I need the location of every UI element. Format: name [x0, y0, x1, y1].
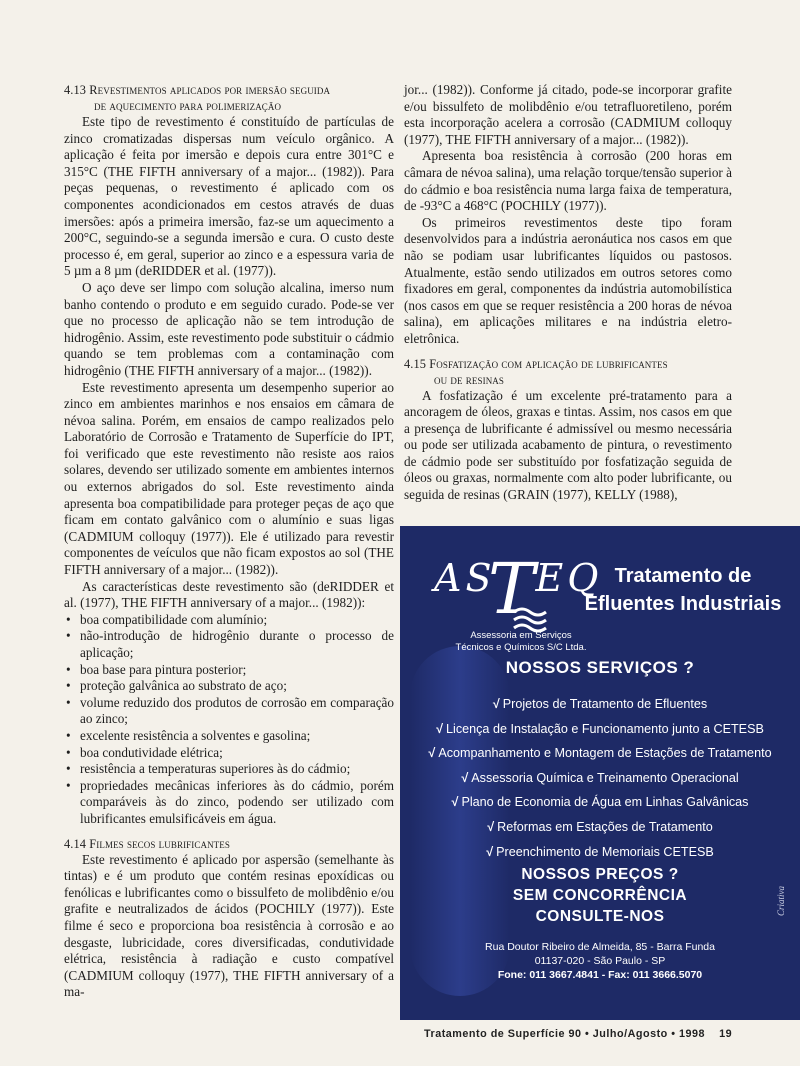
check-icon: √ — [486, 844, 494, 859]
list-item: • boa condutividade elétrica; — [64, 745, 394, 762]
list-item: • boa compatibilidade com alumínio; — [64, 612, 394, 629]
list-item: • excelente resistência a solventes e gasolina; — [64, 728, 394, 745]
section-4-14-title: 4.14 Filmes secos lubrificantes — [64, 836, 230, 851]
list-item: • não-introdução de hidrogênio durante o processo de aplicação; — [64, 628, 394, 661]
paragraph: As características deste revestimento são (deRIDDER et al. (1977), THE FIFTH anniversary of a major... (1982)): — [64, 578, 394, 611]
logo-subtitle: Assessoria em Serviços Técnicos e Químicos S/C Ltda. — [455, 630, 587, 653]
services-title: NOSSOS SERVIÇOS ? — [505, 658, 695, 677]
prices-block: NOSSOS PREÇOS ? SEM CONCORRÊNCIA CONSULTE-NOS — [512, 866, 688, 925]
paragraph: Este revestimento apresenta um desempenho superior ao zinco em ambientes marinhos e nos ensaios em câmara de névoa salina. Porém, em ensaios de campo realizados pelo Laboratório de Corrosão e Tratamento de Superfície do IPT, foi verificado que este revestimento não resiste aos raios solares, devendo ser utilizado somente em ambientes internos ou externos abrigados do sol. Este revestimento ainda apresenta boa compatibilidade para proteger peças de aço que ficam em contato galvânico com o alumínio e suas ligas (CADMIUM colloquy (1977)). Ele é utilizado para revestir componentes de veículos que não ficam expostos ao sol (THE FIFTH anniversary of a major... (1982)). — [64, 379, 394, 578]
left-column — [64, 82, 394, 1001]
list-item: √ Licença de Instalação e Funcionamento junto a CETESB — [436, 721, 764, 736]
footer-text: Tratamento de Superfície 90 • Julho/Agosto • 1998 — [424, 1028, 706, 1040]
paragraph: O aço deve ser limpo com solução alcalina, imerso num banho contendo o produto e em seguido curado. Pode-se ver que no processo de aplicação não se tem introdução de hidrogênio. Assim, este revestimento pode substituir o cádmio quando se tem problemas com a contaminação com hidrogênio (THE FIFTH anniversary of a major... (1982)). — [64, 279, 394, 378]
list-item: • volume reduzido dos produtos de corrosão em comparação ao zinco; — [64, 695, 394, 728]
ad-headline: Tratamento de Efluentes Industriais — [584, 565, 782, 615]
paragraph: Este tipo de revestimento é constituído de partículas de zinco cromatizadas dispersas num veículo orgânico. A aplicação é feita por imersão e depois cura entre 301°C e 315°C (THE FIFTH anniversary of a major... (1982)). Para peças pequenas, o revestimento é aplicado com os componentes acondicionados em cestos através de duas imersões: após a primeira imersão, faz-se um aquecimento a 200°C, seguindo-se a segunda imersão e cura. O custo deste processo é, em geral, superior ao zinco e a espessura varia de 5 µm a 8 µm (deRIDDER et al. (1977)). — [64, 114, 394, 279]
section-4-15-title: 4.15 Fosfatização com aplicação de lubrificantes ou de resinas — [404, 356, 668, 387]
list-item: √ Assessoria Química e Treinamento Operacional — [461, 770, 739, 785]
check-icon: √ — [492, 697, 500, 711]
page-number: 19 — [719, 1028, 733, 1040]
check-icon: √ — [451, 795, 459, 810]
list-item: • resistência a temperaturas superiores às do cádmio; — [64, 761, 394, 778]
logo-t: T — [488, 548, 535, 630]
page-footer — [424, 1028, 732, 1040]
right-column — [404, 82, 732, 504]
characteristics-list — [64, 612, 394, 828]
list-item: √ Acompanhamento e Montagem de Estações de Tratamento — [428, 746, 772, 761]
list-item: √ Projetos de Tratamento de Efluentes — [492, 697, 708, 711]
list-item: √ Plano de Economia de Água em Linhas Galvânicas — [451, 795, 749, 810]
check-icon: √ — [428, 746, 436, 761]
address-block: Rua Doutor Ribeiro de Almeida, 85 - Barra Funda 01137-020 - São Paulo - SP Fone: 011 3667.4841 - Fax: 011 3666.5070 — [485, 941, 715, 981]
paragraph: Este revestimento é aplicado por aspersão (semelhante às tintas) e é um produto que contém resinas epoxídicas ou fenólicas e lubrificantes como o bissulfeto de molibdênio e/ou grafite e neutralizados de ácidos (POCHILY (1977)). Este filme é seco e proporciona boa resistência à corrosão e ao desgaste, lubricidade, cores diversificadas, condutividade elétrica, resistência à radiação e custo compatível (CADMIUM colloquy (1977), THE FIFTH anniversary of a ma- — [64, 851, 394, 1000]
list-item: • proteção galvânica ao substrato de aço; — [64, 678, 394, 695]
services-list — [400, 692, 800, 864]
advertisement — [400, 526, 800, 1020]
check-icon: √ — [436, 721, 444, 736]
check-icon: √ — [461, 770, 469, 785]
paragraph: Os primeiros revestimentos deste tipo foram desenvolvidos para a indústria aeronáutica nos casos em que não se podiam usar lubrificantes líquidos ou pastosos. Atualmente, estão sendo utilizados em outros setores como fixadores em geral, componentes da indústria automobilística (nos casos em que se requer resistência a 200 horas de névoa salina), em aplicações militares e na indústria eletro-eletrônica. — [404, 214, 732, 346]
paragraph: A fosfatização é um excelente pré-tratamento para a ancoragem de óleos, graxas e tintas. Assim, nos casos em que a presença de lubrificante é admissível ou mesmo necessária ou pode ser utilizada acabamento de pintura, o revestimento de cádmio pode ser substituído por fosfatização seguida de óleos ou graxas, normalmente com alto poder lubrificante, ou seguida de resinas (GRAIN (1977), KELLY (1988), — [404, 387, 732, 503]
list-item: √ Reformas em Estações de Tratamento — [487, 819, 713, 834]
agency-credit: Criativa — [776, 886, 786, 917]
paragraph: Apresenta boa resistência à corrosão (200 horas em câmara de névoa salina), uma relação torque/tensão superior à do cádmio e boa resistência numa larga faixa de temperatura, de -93°C a 468°C (POCHILY (1977)). — [404, 148, 732, 214]
list-item: • boa base para pintura posterior; — [64, 662, 394, 679]
section-4-13-title: 4.13 Revestimentos aplicados por imersão seguida de aquecimento para polimerização — [64, 83, 331, 113]
list-item: • propriedades mecânicas inferiores às do cádmio, porém comparáveis às do zinco, podendo ser utilizado com lubrificantes emulsificáveis em água. — [64, 778, 394, 828]
check-icon: √ — [487, 819, 495, 834]
paragraph: jor... (1982)). Conforme já citado, pode-se incorporar grafite e/ou bissulfeto de molibdênio e/ou tetrafluoretileno, porém esta incorporação acelera a corrosão (CADMIUM colloquy (1977), THE FIFTH anniversary of a major... (1982)). — [404, 82, 732, 147]
list-item: √ Preenchimento de Memoriais CETESB — [486, 844, 714, 859]
logo-letters: AS EQ — [434, 556, 603, 600]
